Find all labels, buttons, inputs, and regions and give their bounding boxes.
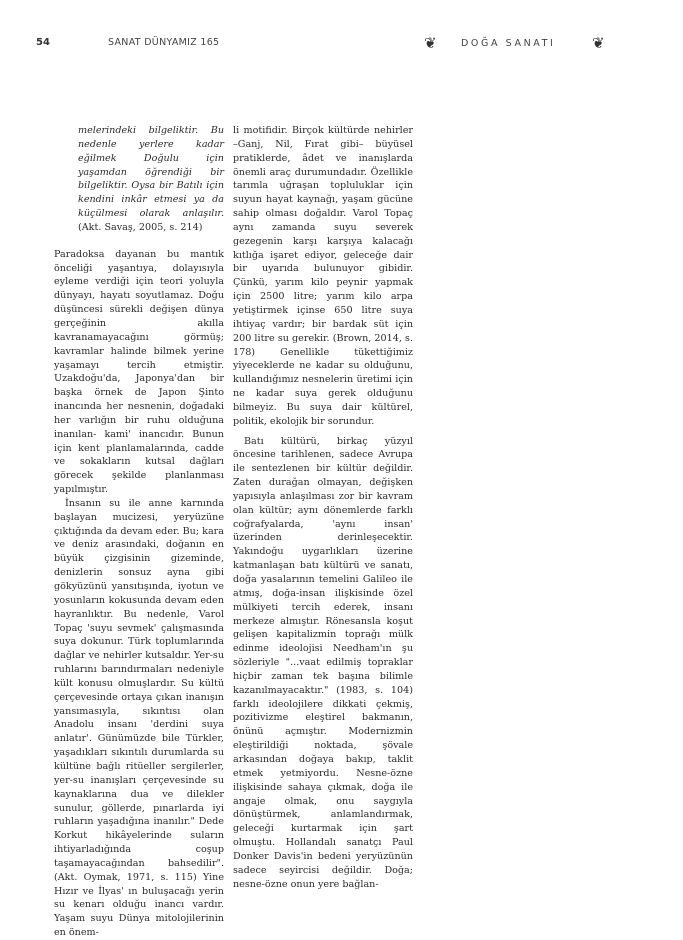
quote-citation: (Akt. Savaş, 2005, s. 214)	[78, 221, 203, 233]
right-column	[233, 124, 413, 891]
magazine-title: SANAT DÜNYAMIZ 165	[108, 37, 220, 48]
paragraph: İnsanın su ile anne karnında başlayan mucizesi, yeryüzüne çıktığında da devam eder. Bu; kara ve deniz arasındaki, doğanın en büyük çizgisinin gizeminde, denizlerin sonsuz ayna gibi gökyüzünü yansıtışında, iyotun ve yosunların kokusunda devam eden hayranlıktır. Bu nedenle, Varol Topaç 'suyu sevmek' çalışmasında suya dokunur. Türk toplumlarında dağlar ve nehirler kutsaldır. Yer-su ruhlarını barındırmaları nedeniyle kült konusu olmuşlardır. Su kültü çerçevesinde ortaya çıkan inanışın yansımasıyla, sıkıntısı olan Anadolu insanı 'derdini suya anlatır'. Günümüzde bile Türkler, yaşadıkları sıkıntılı durumlarda su kültüne bağlı ritüeller sergilerler, yer-su inanışları çerçevesinde su kaynaklarına dua ve dilekler sunulur, göllerde, pınarlarda iyi ruhların yaşadığına inanılır." Dede Korkut hikâyelerinde suların ihtiyarladığında coşup taşamayacağından bahsedilir". (Akt. Oymak, 1971, s. 115) Yine Hızır ve İlyas' ın buluşacağı yerin su kenarı olduğu inancı vardır. Yaşam suyu Dünya mitolojilerinin en önem-	[54, 497, 224, 939]
ornament-left-icon: ❦	[424, 34, 437, 52]
left-column	[54, 124, 224, 940]
section-title: DOĞA SANATI	[461, 38, 556, 49]
paragraph: li motifidir. Birçok kültürde nehirler –Ganj, Nil, Fırat gibi– büyüsel pratiklerde, âdet ve inanışlarda önemli araç durumundadır. Özellikle tarımla uğraşan topluluklar için suyun hayat kaynağı, yaşam gücüne sahip olması doğaldır. Varol Topaç aynı zamanda suyu severek gezegenin karşı karşıya kalacağı kıtlığa işaret ediyor, geleceğe dair bir uyarıda bulunuyor gibidir. Çünkü, yarım kilo peynir yapmak için 2500 litre; yarım kilo arpa yetiştirmek içinse 650 litre suya ihtiyaç vardır; bir bardak süt için 200 litre su gerekir. (Brown, 2014, s. 178) Genellikle tükettiğimiz yiyeceklerde ne kadar su olduğunu, kullandığımız nesnelerin üretimi için ne kadar suya gerek olduğunu bilmeyiz. Bu suya dair kültürel, politik, ekolojik bir sorundur.	[233, 125, 413, 427]
paragraph: Paradoksa dayanan bu mantık önceliği yaşantıya, dolayısıyla eyleme verdiği için teori yoluyla dünyayı, hayatı soyutlamaz. Doğu düşüncesi sürekli değişen dünya gerçeğinin akılla kavranamayacağını görmüş; kavramlar halinde bilmek yerine yaşamayı tercih etmiştir. Uzakdoğu'da, Japonya'dan bir başka örnek de Japon Şinto inancında her nesnenin, doğadaki her varlığın bir ruhu olduğuna inanılan- kami' inancıdır. Bunun için kent planlamalarında, cadde ve sokakların kutsal dağları görecek şekilde planlanması yapılmıştır.	[54, 248, 224, 496]
running-header	[0, 34, 683, 57]
block-quote	[78, 124, 224, 235]
ornament-right-icon: ❦	[592, 34, 605, 52]
page-number: 54	[36, 37, 50, 48]
quote-text: melerindeki bilgeliktir. Bu nedenle yerlere kadar eğilmek Doğulu için yaşamdan öğrendiği bir bilgeliktir. Oysa bir Batılı için kendini inkâr etmesi ya da küçülmesi olarak anlaşılır.	[78, 125, 224, 220]
paragraph: Batı kültürü, birkaç yüzyıl öncesine tarihlenen, sadece Avrupa ile sentezlenen bir kültür değildir. Zaten durağan olmayan, değişken yapısıyla anlaşılması zor bir kavram olan kültür; aynı dönemlerde farklı coğrafyalarda, 'aynı insan' üzerinden derinleşecektir. Yakındoğu uygarlıkları üzerine katmanlaşan batı kültürü ve sanatı, doğa yasalarının temelini Galileo ile atmış, doğa-insan ilişkisinde özel mülkiyeti tercih ederek, insanı merkeze almıştır. Rönesansla koşut gelişen kapitalizmin toprağı mülk edinme ideolojisi Needham'ın şu sözleriyle "...vaat edilmiş topraklar hiçbir zaman tek başına bilimle kazanılmayacaktır." (1983, s. 104) farklı ideolojilere dikkati çekmiş, pozitivizme eleştirel bakmanın, önünü açmıştır. Modernizmin eleştirildiği noktada, şövale arkasından doğaya bakıp, taklit etmek yetmiyordu. Nesne-özne ilişkisinde sahaya çıkmak, doğa ile angaje olmak, onu saygıyla dönüştürmek, anlamlandırmak, geleceği kurtarmak için şart olmuştu. Hollandalı sanatçı Paul Donker Davis'in bedeni yeryüzünün sadece seyircisi değildir. Doğa; nesne-özne onun yere bağlan-	[233, 435, 413, 890]
